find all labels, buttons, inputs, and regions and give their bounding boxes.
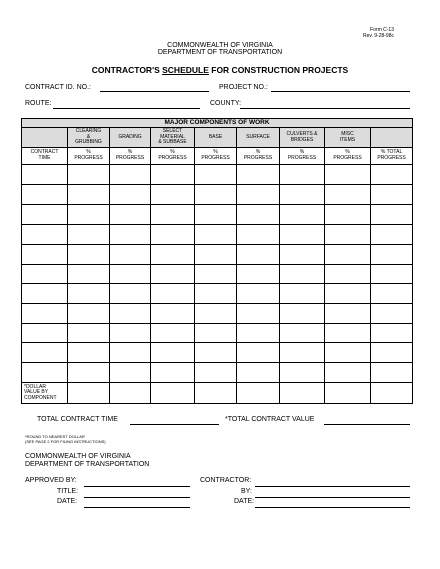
- progress-header: [280, 148, 325, 165]
- date-label: DATE:: [57, 498, 78, 505]
- form-number-line: Form C-13: [370, 27, 394, 33]
- component-text: BASE: [208, 133, 223, 140]
- header-text: %: [255, 149, 261, 156]
- progress-cell[interactable]: [280, 284, 325, 304]
- progress-cell[interactable]: [110, 343, 151, 363]
- schedule-row: [22, 245, 413, 265]
- progress-cell[interactable]: [237, 225, 280, 245]
- progress-cell[interactable]: [68, 284, 110, 304]
- header-text: %: [213, 149, 218, 156]
- component-clearing: [68, 128, 110, 148]
- contract-time-cell[interactable]: [22, 343, 68, 363]
- county-field[interactable]: [240, 108, 410, 109]
- project-no-label: PROJECT NO.:: [219, 84, 268, 91]
- dollar-value-cell[interactable]: [195, 383, 237, 404]
- progress-cell[interactable]: [237, 343, 280, 363]
- page-title: [0, 65, 440, 75]
- component-text: SURFACE: [246, 133, 270, 140]
- component-misc: [325, 128, 371, 148]
- header-text: PROGRESS: [115, 155, 145, 161]
- contract-time-cell[interactable]: [22, 265, 68, 284]
- contract-time-header: [22, 148, 68, 165]
- progress-cell[interactable]: [325, 165, 371, 185]
- progress-header: [325, 148, 371, 165]
- progress-cell[interactable]: [110, 165, 151, 185]
- component-text: GRADING: [118, 133, 142, 140]
- title-field[interactable]: [84, 497, 190, 498]
- dollar-value-cell[interactable]: [68, 383, 110, 404]
- component-text: &: [86, 133, 91, 140]
- progress-cell[interactable]: [151, 165, 195, 185]
- progress-cell[interactable]: [237, 245, 280, 265]
- blank-header-cell: [371, 128, 413, 148]
- schedule-row: [22, 225, 413, 245]
- component-culverts: [280, 128, 325, 148]
- contractor-label: CONTRACTOR:: [200, 477, 252, 484]
- progress-cell[interactable]: [325, 363, 371, 383]
- contract-time-cell[interactable]: [22, 324, 68, 343]
- progress-cell[interactable]: [371, 185, 413, 205]
- progress-cell[interactable]: [237, 185, 280, 205]
- progress-cell[interactable]: [280, 265, 325, 284]
- progress-cell[interactable]: [68, 304, 110, 324]
- progress-header-row: [22, 148, 413, 165]
- date-field[interactable]: [84, 507, 190, 508]
- progress-cell[interactable]: [237, 304, 280, 324]
- label-text: VALUE BY: [24, 389, 49, 396]
- progress-cell[interactable]: [237, 284, 280, 304]
- component-text: CLEARING: [75, 128, 102, 135]
- schedule-row: [22, 304, 413, 324]
- contract-time-cell[interactable]: [22, 363, 68, 383]
- date2-label: DATE:: [234, 498, 255, 505]
- contract-id-field[interactable]: [100, 91, 209, 92]
- contract-time-cell[interactable]: [22, 284, 68, 304]
- progress-cell[interactable]: [371, 324, 413, 343]
- progress-cell[interactable]: [68, 363, 110, 383]
- header-text: PROGRESS: [287, 155, 317, 161]
- component-text: SELECT: [162, 128, 183, 135]
- progress-cell[interactable]: [151, 284, 195, 304]
- progress-header: [68, 148, 110, 165]
- component-surface: [237, 128, 280, 148]
- footer-state: COMMONWEALTH OF VIRGINIA: [25, 453, 131, 460]
- by-field[interactable]: [255, 497, 410, 498]
- progress-cell[interactable]: [195, 205, 237, 225]
- dollar-value-cell[interactable]: [110, 383, 151, 404]
- county-label: COUNTY:: [210, 100, 242, 107]
- progress-cell[interactable]: [280, 343, 325, 363]
- component-grading: [110, 128, 151, 148]
- total-contract-time-field[interactable]: [130, 424, 219, 425]
- progress-cell[interactable]: [280, 245, 325, 265]
- progress-cell[interactable]: [371, 205, 413, 225]
- header-text: PROGRESS: [74, 155, 103, 161]
- progress-cell[interactable]: [68, 205, 110, 225]
- progress-cell[interactable]: [68, 245, 110, 265]
- total-progress-header: [371, 148, 413, 165]
- component-text: CULVERTS &: [286, 130, 318, 137]
- contract-time-cell[interactable]: [22, 165, 68, 185]
- progress-cell[interactable]: [325, 324, 371, 343]
- progress-cell[interactable]: [280, 185, 325, 205]
- progress-cell[interactable]: [371, 165, 413, 185]
- contract-time-cell[interactable]: [22, 205, 68, 225]
- progress-cell[interactable]: [280, 205, 325, 225]
- progress-cell[interactable]: [325, 185, 371, 205]
- progress-cell[interactable]: [325, 284, 371, 304]
- header-text: PROGRESS: [333, 155, 362, 161]
- approved-by-label: APPROVED BY:: [25, 477, 77, 484]
- progress-cell[interactable]: [110, 245, 151, 265]
- title-post: FOR CONSTRUCTION PROJECTS: [208, 65, 349, 75]
- note-rounding: *ROUND TO NEAREST DOLLAR: [25, 434, 85, 439]
- component-header-row: [22, 128, 413, 148]
- footer-department: DEPARTMENT OF TRANSPORTATION: [25, 461, 150, 468]
- project-no-field[interactable]: [271, 91, 410, 92]
- progress-cell[interactable]: [371, 284, 413, 304]
- progress-cell[interactable]: [195, 343, 237, 363]
- progress-cell[interactable]: [151, 343, 195, 363]
- header-text: PROGRESS: [201, 155, 230, 161]
- progress-cell[interactable]: [110, 265, 151, 284]
- progress-cell[interactable]: [280, 324, 325, 343]
- label-text: *DOLLAR: [24, 383, 46, 390]
- total-contract-time-label: TOTAL CONTRACT TIME: [37, 416, 118, 423]
- dollar-value-label: [22, 383, 68, 404]
- contract-time-cell[interactable]: [22, 245, 68, 265]
- progress-cell[interactable]: [195, 265, 237, 284]
- contractor-field[interactable]: [255, 486, 410, 487]
- progress-cell[interactable]: [280, 363, 325, 383]
- title-underlined: SCHEDULE: [162, 65, 209, 75]
- progress-cell[interactable]: [195, 165, 237, 185]
- schedule-row: [22, 185, 413, 205]
- progress-cell[interactable]: [237, 265, 280, 284]
- progress-cell[interactable]: [68, 324, 110, 343]
- form-number: [363, 27, 394, 39]
- blank-header-cell: [22, 128, 68, 148]
- progress-cell[interactable]: [371, 304, 413, 324]
- progress-cell[interactable]: [68, 165, 110, 185]
- approved-by-field[interactable]: [84, 486, 190, 487]
- header-text: %: [170, 149, 175, 156]
- progress-cell[interactable]: [325, 245, 371, 265]
- progress-cell[interactable]: [280, 225, 325, 245]
- dollar-value-row: [22, 383, 413, 404]
- progress-cell[interactable]: [237, 324, 280, 343]
- component-text: MATERIAL: [160, 133, 185, 140]
- progress-cell[interactable]: [151, 225, 195, 245]
- schedule-row: [22, 324, 413, 343]
- progress-cell[interactable]: [68, 225, 110, 245]
- progress-cell[interactable]: [110, 363, 151, 383]
- progress-cell[interactable]: [110, 205, 151, 225]
- schedule-row: [22, 205, 413, 225]
- note-filing: (SEE PAGE 2 FOR FILING INSTRUCTIONS): [25, 439, 106, 444]
- contract-id-label: CONTRACT ID. NO.:: [25, 84, 91, 91]
- progress-cell[interactable]: [325, 304, 371, 324]
- progress-cell[interactable]: [151, 265, 195, 284]
- dollar-value-cell[interactable]: [280, 383, 325, 404]
- header-text: %: [299, 149, 305, 156]
- dollar-value-cell[interactable]: [325, 383, 371, 404]
- route-label: ROUTE:: [25, 100, 52, 107]
- label-text: COMPONENT: [24, 394, 57, 401]
- contract-time-cell[interactable]: [22, 304, 68, 324]
- progress-cell[interactable]: [151, 185, 195, 205]
- progress-cell[interactable]: [325, 205, 371, 225]
- dollar-value-cell[interactable]: [237, 383, 280, 404]
- progress-cell[interactable]: [237, 165, 280, 185]
- progress-cell[interactable]: [151, 245, 195, 265]
- header-text: TIME: [38, 155, 51, 161]
- progress-cell[interactable]: [195, 304, 237, 324]
- total-contract-value-label: *TOTAL CONTRACT VALUE: [225, 416, 315, 423]
- progress-cell[interactable]: [371, 265, 413, 284]
- header-text: CONTRACT: [30, 149, 59, 156]
- progress-cell[interactable]: [151, 324, 195, 343]
- component-select-material: [151, 128, 195, 148]
- header-department: DEPARTMENT OF TRANSPORTATION: [157, 49, 283, 56]
- schedule-row: [22, 343, 413, 363]
- schedule-table: [21, 118, 413, 404]
- component-text: GRUBBING: [75, 139, 102, 146]
- progress-cell[interactable]: [110, 284, 151, 304]
- progress-cell[interactable]: [195, 284, 237, 304]
- route-field[interactable]: [53, 108, 200, 109]
- progress-cell[interactable]: [280, 165, 325, 185]
- progress-cell[interactable]: [371, 225, 413, 245]
- progress-cell[interactable]: [151, 304, 195, 324]
- header-text: %: [127, 149, 133, 156]
- progress-cell[interactable]: [195, 245, 237, 265]
- progress-cell[interactable]: [280, 304, 325, 324]
- progress-cell[interactable]: [325, 225, 371, 245]
- schedule-row: [22, 284, 413, 304]
- title-label: TITLE:: [57, 488, 79, 495]
- by-label: BY:: [241, 488, 252, 495]
- progress-cell[interactable]: [237, 205, 280, 225]
- progress-cell[interactable]: [110, 324, 151, 343]
- component-base: [195, 128, 237, 148]
- component-text: MISC: [341, 130, 354, 137]
- header-text: PROGRESS: [158, 155, 187, 161]
- contract-time-cell[interactable]: [22, 225, 68, 245]
- dollar-value-cell[interactable]: [371, 383, 413, 404]
- contract-time-cell[interactable]: [22, 185, 68, 205]
- major-components-header: MAJOR COMPONENTS OF WORK: [22, 119, 413, 128]
- header-text: PROGRESS: [243, 155, 273, 161]
- form-revision-line: Rev. 9-28-98c: [362, 33, 394, 39]
- header-text: PROGRESS: [377, 155, 406, 161]
- progress-header: [151, 148, 195, 165]
- progress-cell[interactable]: [151, 205, 195, 225]
- title-pre: CONTRACTOR'S: [91, 65, 163, 75]
- schedule-row: [22, 165, 413, 185]
- progress-cell[interactable]: [371, 363, 413, 383]
- progress-cell[interactable]: [195, 324, 237, 343]
- header-text: %: [86, 149, 91, 156]
- progress-cell[interactable]: [68, 265, 110, 284]
- progress-header: [110, 148, 151, 165]
- progress-cell[interactable]: [325, 265, 371, 284]
- progress-cell[interactable]: [195, 185, 237, 205]
- schedule-row: [22, 265, 413, 284]
- progress-cell[interactable]: [371, 245, 413, 265]
- component-text: BRIDGES: [290, 136, 314, 143]
- progress-header: [237, 148, 280, 165]
- header-text: %: [345, 149, 350, 156]
- progress-cell[interactable]: [110, 304, 151, 324]
- component-text: ITEMS: [339, 136, 356, 143]
- date2-field[interactable]: [255, 507, 410, 508]
- progress-cell[interactable]: [68, 185, 110, 205]
- progress-cell[interactable]: [195, 225, 237, 245]
- header-state: COMMONWEALTH OF VIRGINIA: [167, 42, 273, 49]
- progress-header: [195, 148, 237, 165]
- progress-cell[interactable]: [237, 363, 280, 383]
- dollar-value-cell[interactable]: [151, 383, 195, 404]
- schedule-row: [22, 363, 413, 383]
- progress-cell[interactable]: [151, 363, 195, 383]
- progress-cell[interactable]: [195, 363, 237, 383]
- progress-cell[interactable]: [110, 185, 151, 205]
- progress-cell[interactable]: [110, 225, 151, 245]
- header-text: % TOTAL: [380, 149, 403, 156]
- progress-cell[interactable]: [371, 343, 413, 363]
- progress-cell[interactable]: [325, 343, 371, 363]
- total-contract-value-field[interactable]: [324, 424, 410, 425]
- progress-cell[interactable]: [68, 343, 110, 363]
- component-text: & SUBBASE: [158, 139, 187, 146]
